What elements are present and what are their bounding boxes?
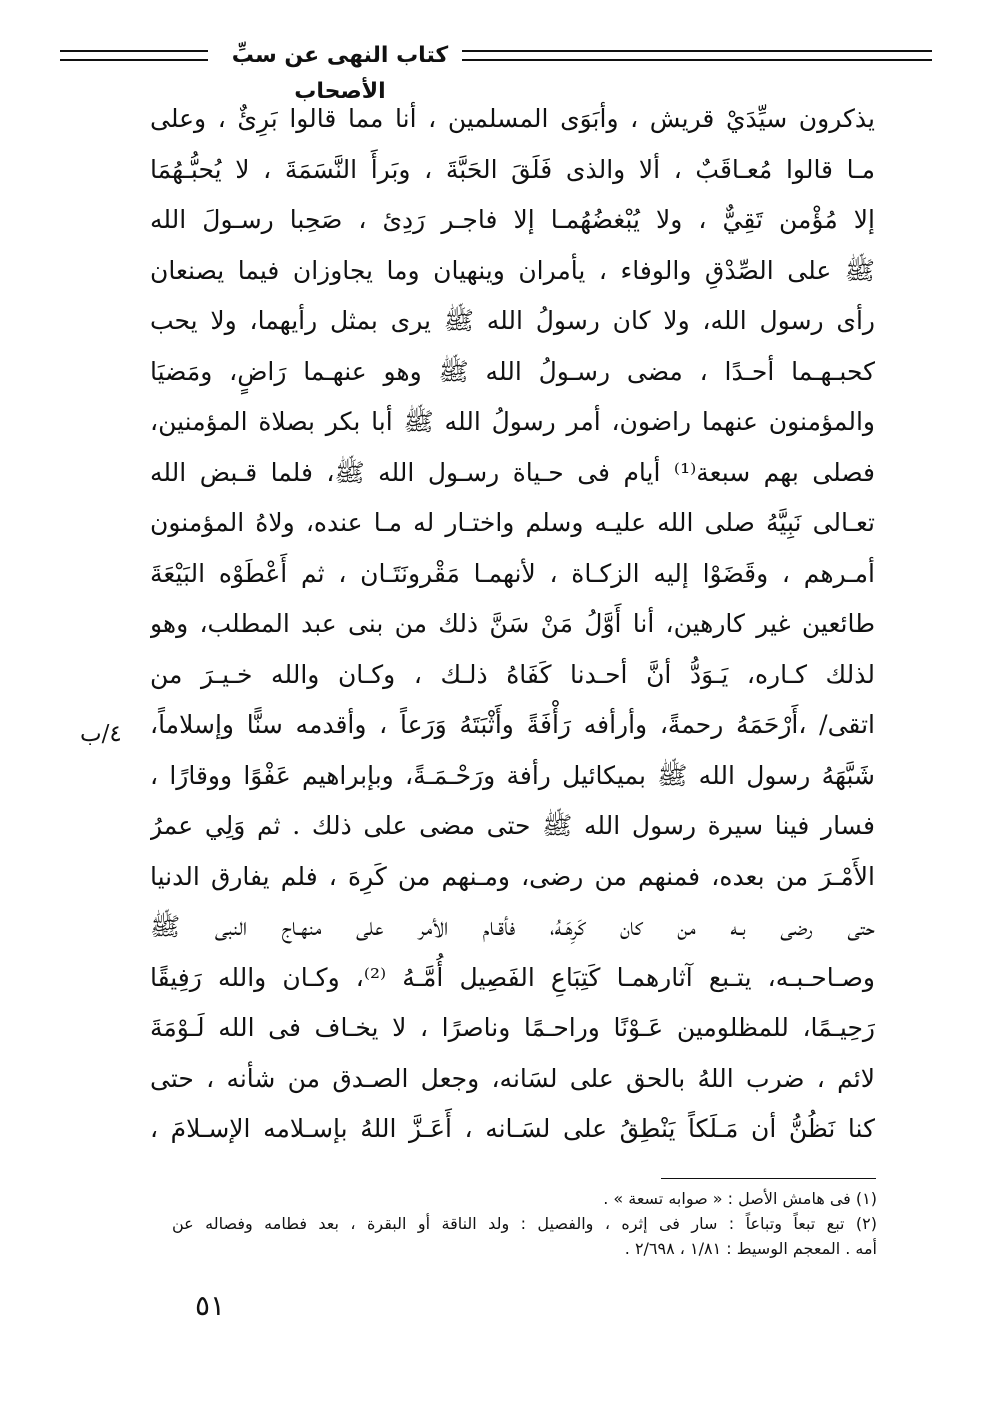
text-line: والمؤمنون عنهما راضون، أمر رسولُ الله ﷺ أبا بكر بصلاة المؤمنين، [150,407,875,436]
text-line: رأى رسول الله، ولا كان رسولُ الله ﷺ يرى بمثل رأيهما، ولا يحب [150,306,875,335]
text-line: لائم ، ضرب اللهُ بالحق على لسَانه، وجعل الصـدق من شأنه ، حتى [150,1063,875,1093]
text-line: فصلى بهم سبعة⁽¹⁾ أيام فى حـياة رسـول الله ﷺ، فلما قـبض الله [150,457,875,487]
text-line: الأَمْـرَ من بعده، فمنهم من رضى، ومـنهم من كَرِهَ ، فلم يفارق الدنيا [150,861,875,891]
text-line: فسار فينا سيرة رسول الله ﷺ حتى مضى على ذلك . ثم وَلِي عمرُ [150,811,875,840]
text-line: يذكرون سيِّدَيْ قريش ، وأبَوَى المسلمين ، أنا مما قالوا بَرِئٌ ، وعلى [150,104,875,133]
running-header [60,38,932,104]
footnote-divider [661,1178,876,1179]
text-line: ﷺ على الصِّدْقِ والوفاء ، يأمران وينهيان وما يجاوزان فيما يصنعان [150,255,875,285]
running-title: كتاب النهى عن سبِّ الأصحاب [231,43,449,104]
margin-folio-marker: ٤/ب [80,721,122,747]
header-rule-left [60,50,208,61]
header-rule-right [462,50,932,61]
text-line: لذلك كـاره، يَـوَدُّ أنَّ أحـدنا كَفَاهُ ذلـك ، وكـان والله خـيـرَ من [150,659,875,689]
text-line: حتى رضى بـه من كان كَرِهَـهُ، فأقـام الأمر على منهـاج النبى ﷺ [150,912,875,941]
text-line: رَحِيـمًا، للمظلومين عَـوْنًا وراحـمًا وناصرًا ، لا يخـاف فى الله لَـوْمَةَ [150,1013,875,1042]
text-line: كحبـهـما أحـدًا ، مضى رسـولُ الله ﷺ وهو عنهـما رَاضٍ، ومَضيَا [150,356,875,386]
footnote-1: (١) فى هامش الأصل : « صوابه تسعة » . [603,1189,877,1208]
text-line: وصـاحـبـه، يتـبع آثارهمـا كَتِبَاعِ الفَصِيل أُمَّـهُ ⁽²⁾، وكـان والله رَفِيقًا [150,962,875,992]
page-number: ٥١ [194,1289,226,1322]
text-line: اتقى/ ،أَرْحَمَهُ رحمةً، وأرأفه رَأْفَةً وأَثْبَتَهُ وَرَعاً ، وأقدمه سنًّا وإسلاماً، [150,710,875,739]
text-line: مـا قالوا مُعـاقَبٌ ، ألا والذى فَلَقَ الحَبَّةَ ، وبَرأَ النَّسَمَةَ ، لا يُحبُّـهُمَا [150,154,875,184]
text-line: كنا نَظُنُّ أن مَـلَكاً يَنْطِقُ على لسَـانه ، أَعَـزَّ اللهُ بإسـلامه الإسـلامَ ، [150,1114,875,1143]
footnote-2-continuation: أمه . المعجم الوسيط : ١/٨١ ، ٢/٦٩٨ . [624,1239,877,1258]
footnotes [172,1186,877,1261]
text-line: إلا مُؤْمن تَقِيٌّ ، ولا يُبْغضُهُمـا إلا فاجـر رَدِئ ، صَحِبا رسـولَ الله [150,205,875,234]
text-line: أمـرهم ، وقَضَوْا إليه الزكـاة ، لأنهمـا مَقْرونَتَـان ، ثم أَعْطَوْه البَيْعَةَ [150,558,875,588]
main-text [150,94,875,1155]
text-line: طائعين غير كارهين، أنا أَوَّلُ مَنْ سَنَّ ذلك من بنى عبد المطلب، وهو [150,609,875,638]
text-line: شَبَّهَهُ رسول الله ﷺ بميكائيل رأفة ورَحْـمَـةً، وبإبراهيم عَفْوًا ووقارًا ، [150,760,875,790]
footnote-2: (٢) تبع تبعاً وتباعاً : سار فى إثره ، والفصيل : ولد الناقة أو البقرة ، بعد فطامه وفصاله عن [172,1214,877,1233]
text-line: تعـالى نَبِيَّهُ صلى الله عليـه وسلم واختـار له مـا عنده، ولاهُ المؤمنون [150,508,875,537]
